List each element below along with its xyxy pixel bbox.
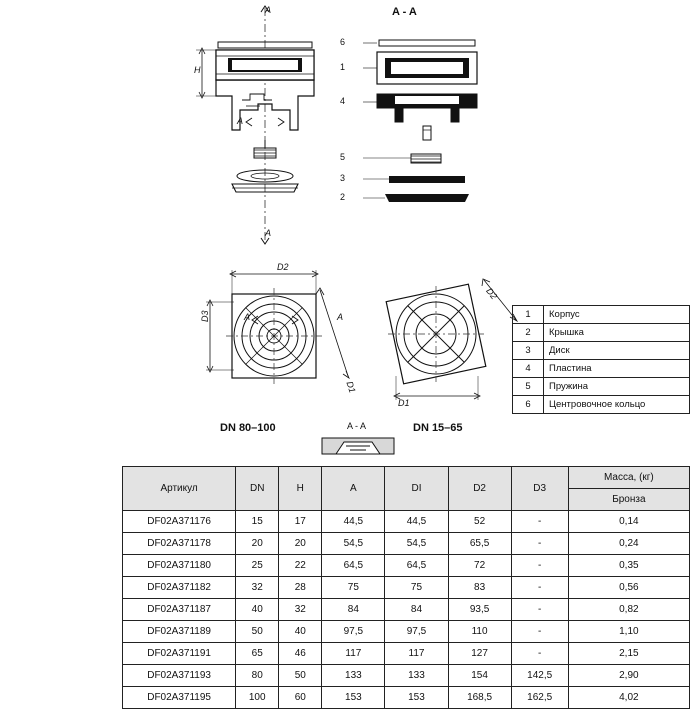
front-section-svg: [180, 0, 320, 250]
table-row: [513, 378, 690, 396]
cell-di: 97,5: [385, 621, 448, 643]
table-row: [123, 555, 690, 577]
table-row: [123, 687, 690, 709]
plan-view-left-svg: [196, 258, 376, 428]
cell-d3: -: [511, 643, 568, 665]
cell-di: 133: [385, 665, 448, 687]
cell-a: 75: [322, 577, 385, 599]
cell-h: 28: [279, 577, 322, 599]
cell-d3: 162,5: [511, 687, 568, 709]
callout-2: 2: [340, 192, 346, 202]
plan-left-mark-a-right: A: [337, 312, 344, 322]
section-detail-aa: [318, 432, 398, 458]
section-mark-a-bottom: A: [265, 228, 272, 238]
dimension-d3-left: D3: [200, 310, 210, 322]
cell-d2: 168,5: [448, 687, 511, 709]
cell-h: 17: [279, 511, 322, 533]
cell-article: DF02A371195: [123, 687, 236, 709]
cell-article: DF02A371187: [123, 599, 236, 621]
callout-5: 5: [340, 152, 346, 162]
cell-mass: 0,24: [568, 533, 689, 555]
cell-dn: 100: [236, 687, 279, 709]
cell-h: 32: [279, 599, 322, 621]
parts-legend-table: [512, 305, 690, 414]
cell-mass: 0,56: [568, 577, 689, 599]
cell-h: 60: [279, 687, 322, 709]
plan-left-mark-a-left: A: [244, 312, 251, 322]
cell-article: DF02A371191: [123, 643, 236, 665]
cell-d2: 154: [448, 665, 511, 687]
cell-d2: 127: [448, 643, 511, 665]
cell-article: DF02A371189: [123, 621, 236, 643]
cell-article: DF02A371178: [123, 533, 236, 555]
cell-article: DF02A371182: [123, 577, 236, 599]
cell-a: 133: [322, 665, 385, 687]
cell-d3: 142,5: [511, 665, 568, 687]
section-mark-a-mid: A: [237, 116, 244, 126]
table-row: [123, 643, 690, 665]
cell-mass: 2,90: [568, 665, 689, 687]
dimension-d1-right: D1: [398, 398, 410, 408]
header-article: Артикул: [123, 467, 236, 511]
legend-label-6: Центровочное кольцо: [544, 396, 690, 414]
cell-dn: 32: [236, 577, 279, 599]
cell-d3: -: [511, 599, 568, 621]
header-di: DI: [385, 467, 448, 511]
cell-di: 84: [385, 599, 448, 621]
legend-num-4: 4: [513, 360, 544, 378]
header-mass-bronze: Бронза: [568, 489, 689, 511]
plan-left-title: DN 80–100: [220, 422, 276, 434]
cell-di: 75: [385, 577, 448, 599]
legend-label-2: Крышка: [544, 324, 690, 342]
cell-di: 54,5: [385, 533, 448, 555]
header-h: H: [279, 467, 322, 511]
cell-mass: 0,14: [568, 511, 689, 533]
cell-d3: -: [511, 577, 568, 599]
legend-num-5: 5: [513, 378, 544, 396]
cell-di: 64,5: [385, 555, 448, 577]
cell-d2: 83: [448, 577, 511, 599]
cell-d2: 93,5: [448, 599, 511, 621]
table-row: [513, 396, 690, 414]
specification-table: [122, 466, 690, 709]
cell-d3: -: [511, 511, 568, 533]
cell-h: 46: [279, 643, 322, 665]
table-row: [123, 577, 690, 599]
cell-dn: 40: [236, 599, 279, 621]
plan-view-dn15-65: [366, 258, 536, 418]
cell-d2: 110: [448, 621, 511, 643]
cell-a: 97,5: [322, 621, 385, 643]
cell-mass: 1,10: [568, 621, 689, 643]
dimension-d1-left: D1: [344, 380, 358, 395]
table-row: [513, 360, 690, 378]
front-section-view: [180, 0, 320, 250]
cell-dn: 65: [236, 643, 279, 665]
cell-d3: -: [511, 533, 568, 555]
cell-dn: 15: [236, 511, 279, 533]
cell-d2: 72: [448, 555, 511, 577]
table-row: [123, 533, 690, 555]
cell-di: 44,5: [385, 511, 448, 533]
legend-num-1: 1: [513, 306, 544, 324]
cell-mass: 0,35: [568, 555, 689, 577]
dimension-h-label: H: [194, 65, 201, 75]
plan-view-right-svg: [366, 258, 536, 418]
header-d2: D2: [448, 467, 511, 511]
exploded-section-view: [355, 22, 495, 222]
legend-num-2: 2: [513, 324, 544, 342]
table-header-row: [123, 467, 690, 489]
cell-a: 153: [322, 687, 385, 709]
legend-label-1: Корпус: [544, 306, 690, 324]
cell-h: 50: [279, 665, 322, 687]
callout-6: 6: [340, 37, 346, 47]
cell-mass: 0,82: [568, 599, 689, 621]
cell-a: 117: [322, 643, 385, 665]
section-title-aa-top: A - A: [392, 6, 417, 18]
cell-a: 84: [322, 599, 385, 621]
header-dn: DN: [236, 467, 279, 511]
header-d3: D3: [511, 467, 568, 511]
table-row: [513, 342, 690, 360]
table-row: [123, 511, 690, 533]
dimension-d2-right: D2: [484, 286, 500, 302]
cell-d3: -: [511, 621, 568, 643]
cell-di: 117: [385, 643, 448, 665]
header-a: A: [322, 467, 385, 511]
plan-right-title: DN 15–65: [413, 422, 463, 434]
section-title-aa-bottom: A - A: [347, 421, 367, 431]
cell-article: DF02A371193: [123, 665, 236, 687]
table-row: [123, 665, 690, 687]
table-row: [513, 306, 690, 324]
cell-dn: 20: [236, 533, 279, 555]
cell-di: 153: [385, 687, 448, 709]
cell-d2: 52: [448, 511, 511, 533]
cell-article: DF02A371176: [123, 511, 236, 533]
callout-3: 3: [340, 173, 346, 183]
cell-d2: 65,5: [448, 533, 511, 555]
cell-a: 44,5: [322, 511, 385, 533]
cell-dn: 50: [236, 621, 279, 643]
callout-4: 4: [340, 96, 346, 106]
cell-h: 40: [279, 621, 322, 643]
section-detail-aa-svg: [318, 432, 398, 458]
header-mass: Масса, (кг): [568, 467, 689, 489]
plan-view-dn80-100: [196, 258, 376, 428]
legend-label-3: Диск: [544, 342, 690, 360]
exploded-section-svg: [355, 22, 495, 222]
dimension-d2-left: D2: [277, 262, 289, 272]
legend-num-6: 6: [513, 396, 544, 414]
callout-1: 1: [340, 62, 346, 72]
cell-a: 54,5: [322, 533, 385, 555]
table-row: [513, 324, 690, 342]
cell-h: 22: [279, 555, 322, 577]
cell-dn: 25: [236, 555, 279, 577]
table-row: [123, 599, 690, 621]
legend-num-3: 3: [513, 342, 544, 360]
section-mark-a-top: A: [265, 5, 272, 15]
cell-dn: 80: [236, 665, 279, 687]
cell-mass: 2,15: [568, 643, 689, 665]
table-row: [123, 621, 690, 643]
cell-h: 20: [279, 533, 322, 555]
cell-d3: -: [511, 555, 568, 577]
cell-article: DF02A371180: [123, 555, 236, 577]
cell-a: 64,5: [322, 555, 385, 577]
legend-label-4: Пластина: [544, 360, 690, 378]
cell-mass: 4,02: [568, 687, 689, 709]
legend-label-5: Пружина: [544, 378, 690, 396]
